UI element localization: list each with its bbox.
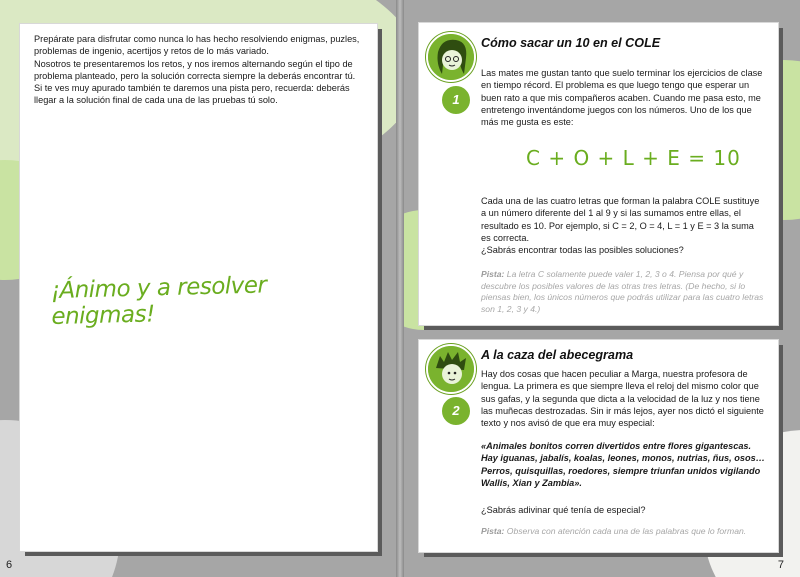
puzzle-1-hint bbox=[481, 269, 766, 315]
intro-text bbox=[34, 33, 364, 107]
intro-paragraph: Prepárate para disfrutar como nunca lo has hecho resolviendo enigmas, puzles, problemas de ingenio, acertijos y retos de lo más variado. bbox=[34, 34, 360, 57]
puzzle-2-number-badge: 2 bbox=[440, 395, 472, 427]
left-page bbox=[0, 0, 396, 577]
puzzle-1-number-badge: 1 bbox=[440, 84, 472, 116]
page-number-left: 6 bbox=[6, 559, 13, 571]
puzzle-2-intro: Hay dos cosas que hacen peculiar a Marga, nuestra profesora de lengua. La primera es que siempre lleva el reloj del mismo color que sus gafas, y la segunda que dicta a la velocidad de la luz y nos tiene las muñecas destrozadas. Sin ir más lejos, ayer nos dictó el siguiente texto y nos avisó de que era muy especial: bbox=[481, 369, 764, 429]
puzzle-1-equation: C + O + L + E = 10 bbox=[526, 146, 741, 170]
intro-paragraph: Nosotros te presentaremos los retos, y nos iremos alternando según el tipo de problema planteado, pero la solución correcta siempre la deberás encontrar tú. Si te ves muy apurado también te daremos una pista pero, recuerda: deberás llegar a la solución final de cada una de las pruebas tú solo. bbox=[34, 58, 356, 106]
intro-card bbox=[19, 23, 378, 552]
girl-face-icon bbox=[428, 34, 474, 80]
right-page bbox=[404, 0, 800, 577]
boy-face-icon bbox=[428, 346, 474, 392]
puzzle-2-quote: «Animales bonitos corren divertidos entre flores gigantescas. Hay iguanas, jabalís, koalas, leones, monos, nutrias, ñus, osos… Perros, quisquillas, roedores, siempre triunfan unidos vigilando Wallis, Xian y Zambia». bbox=[481, 441, 765, 488]
character-avatar-boy bbox=[426, 344, 476, 394]
hint-text: La letra C solamente puede valer 1, 2, 3 o 4. Piensa por qué y descubre los posibles valores de las otras tres letras. (De hecho, si lo piensas bien, los únicos números que podrás utilizar para las cuatro letras son 1, 2, 3 y 4.) bbox=[481, 269, 764, 314]
character-avatar-girl bbox=[426, 32, 476, 82]
hint-text: Observa con atención cada una de las palabras que lo forman. bbox=[504, 526, 747, 536]
puzzle-1-body bbox=[481, 195, 766, 256]
puzzle-1-title: Cómo sacar un 10 en el COLE bbox=[481, 36, 661, 50]
puzzle-2-title: A la caza del abecegrama bbox=[481, 348, 634, 362]
puzzle-1-question: ¿Sabrás encontrar todas las posibles soluciones? bbox=[481, 245, 684, 256]
hint-label: Pista: bbox=[481, 526, 505, 536]
puzzle-2-hint bbox=[481, 526, 771, 538]
hint-label: Pista: bbox=[481, 269, 505, 279]
slogan: ¡Ánimo y a resolver enigmas! bbox=[50, 272, 267, 331]
page-number-right: 7 bbox=[777, 559, 784, 571]
puzzle-1-description: Cada una de las cuatro letras que forman la palabra COLE sustituye a un número diferente del 1 al 9 y si las sumamos entre ellas, el resultado es 10. Por ejemplo, si C = 2, O = 4, L = 1 y E = 3 la suma es correcta. bbox=[481, 196, 760, 243]
book-gutter bbox=[396, 0, 404, 577]
puzzle-1-intro: Las mates me gustan tanto que suelo terminar los ejercicios de clase en tiempo récord. El problema es que luego tengo que esperar un buen rato a que mis compañeros acaben. Cuando me pasa esto, me entretengo inventándome juegos con los números. Uno de los que más me gusta es este: bbox=[481, 68, 763, 128]
puzzle-2-question: ¿Sabrás adivinar qué tenía de especial? bbox=[481, 505, 646, 515]
